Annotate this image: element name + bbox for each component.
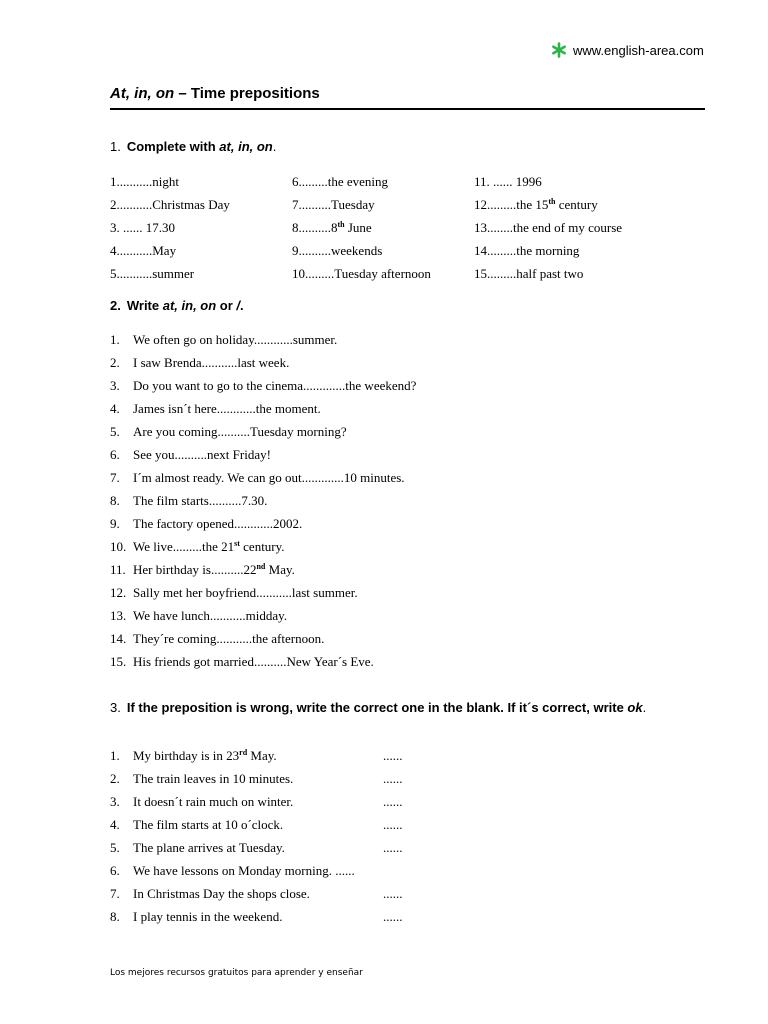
item-sentence <box>133 585 358 601</box>
section2-item <box>110 328 710 351</box>
item-sentence <box>133 355 289 371</box>
item-ordinal-suffix: st <box>234 538 240 548</box>
item-text: In Christmas Day the shops close. <box>133 885 310 901</box>
section1-row <box>110 262 710 285</box>
section2-item <box>110 604 710 627</box>
item-number: 12. <box>110 584 127 600</box>
item-number: 8. <box>110 492 120 508</box>
item-sentence <box>133 909 383 925</box>
section3-list <box>110 744 710 928</box>
section3-item <box>110 836 710 859</box>
item-number: 1. <box>110 331 120 347</box>
section1-item <box>474 174 710 190</box>
item-text: 13........the end of my course <box>474 219 623 235</box>
section3-heading <box>110 700 646 715</box>
title-rest: – Time prepositions <box>174 85 320 102</box>
section3-text-italic: ok <box>627 700 643 715</box>
item-text-after: century <box>555 196 598 212</box>
item-text: They´re coming...........the afternoon. <box>133 630 325 646</box>
item-ordinal-suffix: nd <box>256 561 266 571</box>
section2-item <box>110 443 710 466</box>
title-italic: At, in, on <box>110 85 175 102</box>
section1-item <box>474 220 710 236</box>
item-text: 1...........night <box>110 173 179 189</box>
section2-text-italic2: / <box>236 298 241 313</box>
answer-blank: ...... <box>383 770 403 786</box>
item-number: 5. <box>110 839 120 855</box>
site-header <box>551 42 704 58</box>
section3-item <box>110 882 710 905</box>
item-sentence <box>133 748 383 764</box>
item-text: James isn´t here............the moment. <box>133 400 321 416</box>
section2-item <box>110 650 710 673</box>
section1-text-prefix: Complete with <box>126 139 220 154</box>
answer-blank: ...... <box>383 747 403 763</box>
item-sentence <box>133 840 383 856</box>
section3-item <box>110 859 710 882</box>
item-text: 14.........the morning <box>474 242 580 258</box>
answer-blank: ...... <box>383 908 403 924</box>
section2-number: 2. <box>110 298 121 313</box>
item-number: 1. <box>110 747 120 763</box>
section3-item <box>110 905 710 928</box>
item-text: 4...........May <box>110 242 177 258</box>
item-number: 15. <box>110 653 127 669</box>
item-number: 8. <box>110 908 120 924</box>
site-url: www.english-area.com <box>573 42 704 58</box>
section1-row <box>110 239 710 262</box>
item-text-before: 12.........the 15 <box>474 196 549 212</box>
section1-item <box>474 197 710 213</box>
item-sentence <box>133 539 285 555</box>
answer-blank: ...... <box>383 839 403 855</box>
item-sentence <box>133 817 383 833</box>
section1-row <box>110 170 710 193</box>
item-sentence <box>133 608 287 624</box>
section1-text-italic: at, in, on <box>219 139 273 154</box>
section1-instruction <box>127 139 273 154</box>
section1-number: 1. <box>110 139 121 154</box>
item-ordinal-suffix: rd <box>239 747 248 757</box>
item-text: 6.........the evening <box>292 173 389 189</box>
section2-item <box>110 420 710 443</box>
item-text-before: My birthday is in 23 <box>133 747 240 763</box>
section2-item <box>110 466 710 489</box>
section3-item <box>110 813 710 836</box>
section1-row <box>110 216 710 239</box>
item-sentence <box>133 493 267 509</box>
section1-grid <box>110 170 710 285</box>
section3-item <box>110 767 710 790</box>
item-text: We often go on holiday............summer. <box>133 331 338 347</box>
item-text-after: May. <box>247 747 277 763</box>
section1-item <box>292 243 474 259</box>
answer-blank: ...... <box>383 793 403 809</box>
item-text-after: century. <box>239 538 285 554</box>
item-text: I play tennis in the weekend. <box>133 908 283 924</box>
section1-item <box>110 266 292 282</box>
section2-list <box>110 328 710 673</box>
item-text-before: We live.........the 21 <box>133 538 235 554</box>
section1-item <box>110 174 292 190</box>
item-number: 10. <box>110 538 127 554</box>
item-text: 5...........summer <box>110 265 195 281</box>
item-text: 2...........Christmas Day <box>110 196 230 212</box>
section1-item <box>292 174 474 190</box>
item-number: 6. <box>110 862 120 878</box>
item-text: I´m almost ready. We can go out.............10 minutes. <box>133 469 405 485</box>
item-text: 10.........Tuesday afternoon <box>292 265 431 281</box>
item-ordinal-suffix: th <box>337 219 345 229</box>
item-number: 7. <box>110 885 120 901</box>
item-text-after: May. <box>265 561 295 577</box>
item-number: 2. <box>110 354 120 370</box>
section3-text-main: If the preposition is wrong, write the correct one in the blank. If it´s correct, write <box>126 700 628 715</box>
section1-item <box>474 266 710 282</box>
item-number: 6. <box>110 446 120 462</box>
item-number: 11. <box>110 561 126 577</box>
section2-item <box>110 374 710 397</box>
section1-item <box>110 243 292 259</box>
item-number: 5. <box>110 423 120 439</box>
item-sentence <box>133 516 302 532</box>
item-number: 7. <box>110 469 120 485</box>
footer-text: Los mejores recursos gratuitos para aprender y enseñar <box>110 968 363 978</box>
section3-item <box>110 790 710 813</box>
section2-item <box>110 535 710 558</box>
item-sentence <box>133 771 383 787</box>
section2-item <box>110 512 710 535</box>
item-text-before: 8..........8 <box>292 219 338 235</box>
answer-blank: ...... <box>383 885 403 901</box>
section2-text-prefix: Write <box>126 298 163 313</box>
item-text: See you..........next Friday! <box>133 446 271 462</box>
section3-number: 3. <box>110 700 121 715</box>
item-text: We have lessons on Monday morning. ...... <box>133 862 355 878</box>
item-sentence <box>133 654 374 670</box>
item-text: 9..........weekends <box>292 242 383 258</box>
item-text: The plane arrives at Tuesday. <box>133 839 285 855</box>
section1-item <box>292 266 474 282</box>
item-text: 15.........half past two <box>474 265 584 281</box>
section2-item <box>110 397 710 420</box>
section3-instruction <box>127 700 643 715</box>
item-sentence <box>133 631 324 647</box>
section1-item <box>110 197 292 213</box>
item-text-after: June <box>344 219 372 235</box>
section1-heading <box>110 139 276 154</box>
item-sentence <box>133 401 321 417</box>
item-ordinal-suffix: th <box>548 196 556 206</box>
item-number: 13. <box>110 607 127 623</box>
item-number: 2. <box>110 770 120 786</box>
item-number: 4. <box>110 400 120 416</box>
item-sentence <box>133 332 337 348</box>
item-number: 4. <box>110 816 120 832</box>
item-text: 7..........Tuesday <box>292 196 375 212</box>
section1-row <box>110 193 710 216</box>
item-text: 3. ...... 17.30 <box>110 219 175 235</box>
section1-text-suffix: . <box>272 139 277 154</box>
section2-text-middle: or <box>216 298 237 313</box>
item-sentence <box>133 562 295 578</box>
title-divider <box>110 108 705 110</box>
section3-item <box>110 744 710 767</box>
item-sentence <box>133 470 405 486</box>
item-sentence <box>133 378 416 394</box>
item-text: Sally met her boyfriend...........last summer. <box>133 584 358 600</box>
item-text: The train leaves in 10 minutes. <box>133 770 294 786</box>
item-number: 9. <box>110 515 120 531</box>
section1-item <box>292 220 474 236</box>
item-text-before: Her birthday is..........22 <box>133 561 257 577</box>
section2-heading <box>110 298 244 313</box>
item-number: 3. <box>110 377 120 393</box>
item-text: His friends got married..........New Year´s Eve. <box>133 653 374 669</box>
section2-item <box>110 351 710 374</box>
item-text: We have lunch...........midday. <box>133 607 288 623</box>
section3-text-suffix: . <box>642 700 647 715</box>
item-text: The film starts at 10 o´clock. <box>133 816 284 832</box>
section2-text-italic: at, in, on <box>162 298 217 313</box>
section1-item <box>110 220 292 236</box>
section2-item <box>110 627 710 650</box>
item-text: The factory opened............2002. <box>133 515 303 531</box>
item-sentence <box>133 424 347 440</box>
item-sentence <box>133 794 383 810</box>
section1-item <box>292 197 474 213</box>
section2-text-suffix: . <box>240 298 244 313</box>
section2-item <box>110 558 710 581</box>
item-sentence <box>133 886 383 902</box>
item-sentence <box>133 863 383 879</box>
item-text: Do you want to go to the cinema.............the weekend? <box>133 377 417 393</box>
section1-item <box>474 243 710 259</box>
section2-instruction <box>110 298 244 313</box>
item-text: 11. ...... 1996 <box>474 173 542 189</box>
page-title <box>110 85 320 102</box>
item-sentence <box>133 447 271 463</box>
item-text: The film starts..........7.30. <box>133 492 268 508</box>
item-text: I saw Brenda...........last week. <box>133 354 290 370</box>
answer-blank: ...... <box>383 816 403 832</box>
section2-item <box>110 581 710 604</box>
item-number: 14. <box>110 630 127 646</box>
item-number: 3. <box>110 793 120 809</box>
item-text: It doesn´t rain much on winter. <box>133 793 294 809</box>
asterisk-star-icon <box>551 42 567 58</box>
section2-item <box>110 489 710 512</box>
item-text: Are you coming..........Tuesday morning? <box>133 423 347 439</box>
